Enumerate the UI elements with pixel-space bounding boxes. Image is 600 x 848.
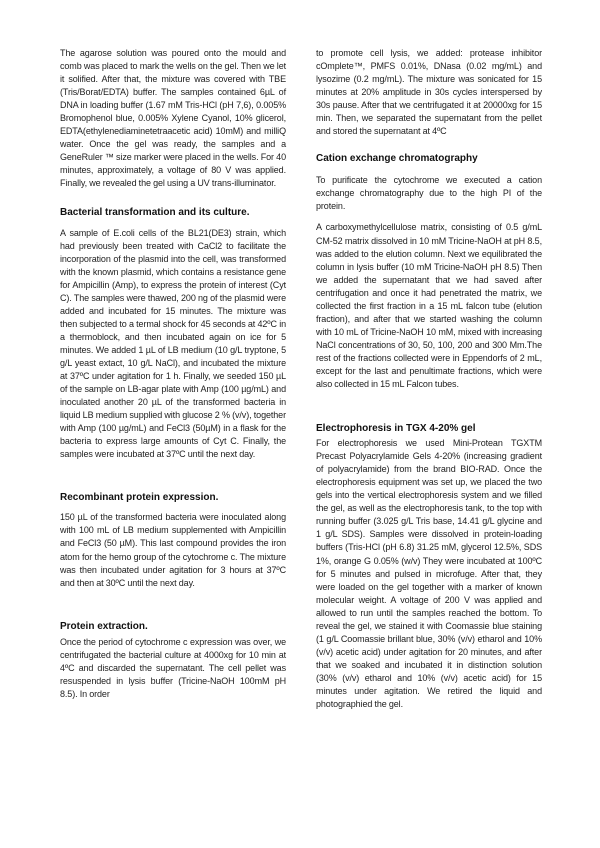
paragraph-protein-extraction: Once the period of cytochrome c expression was over, we centrifugated the bacterial culture at 4000xg for 10 min at 4ºC and discarded the supernatant. The cell pellet was resuspended in lysis buffer (Tricine-NaOH 100mM pH 8.5). In order — [60, 636, 286, 699]
paragraph-cell-lysis: to promote cell lysis, we added: protease inhibitor cOmplete™, PMFS 0.01%, DNasa (0.02 mg/mL) and lysozime (0.2 mg/mL). The mixture was sonicated for 15 minutes at 20% amplitude in 30s cycles interspersed by 30s pause. After that we centrifugated it at 20000xg for 15 min. Then, we separated the supernatant from the pellet and stored the supernatant at 4ºC — [316, 48, 542, 137]
paragraph-recombinant-expression: 150 µL of the transformed bacteria were inoculated along with 100 mL of LB medium supplemented with Ampicillin and FeCl3 (50 µM). This last compound provides the iron atom for the hemo group of the cytochrome c. The mixture was then incubated under agitation for 3 hours at 37ºC and then at 30ºC until the next day. — [60, 512, 286, 588]
paragraph-agarose-gel: The agarose solution was poured onto the mould and comb was placed to mark the wells on the gel. Then we let it solified. After that, the mixture was covered with TBE (Tris/Borat/EDTA) buffer. The samples contained 6µL of DNA in loading buffer (1.67 mM Tris-HCl (pH 7,6), 0.005% Bromophenol blue, 0.005% Xylene Cyanol, 10% glicerol, EDTA(ethylenediaminetetraacetic acid) 10mM) and milliQ water. Once the gel was ready, the samples and a GeneRuler ™ size marker were placed in the wells. For 40 minutes, approximately, a voltage of 80 V was applied. Finally, we revealed the gel using a UV trans-illuminator. — [60, 48, 286, 189]
paragraph-cation-method: A carboxymethylcellulose matrix, consisting of 0.5 g/mL CM-52 matrix dissolved in 10 mM Tricine-NaOH at pH 8.5, was added to the elution column. Next we equilibrated the column in lysis buffer (10 mM Tricine-NaOH pH 8.5) Then we added the supernatant that we had saved after centrifugation and once it had penetrated the matrix, we collected the first fraction in a 15 mL falcon tube (elution fraction), and after that we started washing the column with 10 mL of Tricine-NaOH 10 mM, mixed with increasing NaCl concentrations of 30, 50, 100, 200 and 300 Mm.The rest of the fractions collected were in Eppendorfs of 2 mL, except for the last and penultimate fractions, which were also collected in 15 mL Falcon tubes. — [316, 222, 542, 390]
heading-protein-extraction: Protein extraction. — [60, 620, 148, 632]
paragraph-bacterial-transformation: A sample of E.coli cells of the BL21(DE3) strain, which had previously been treated with CaCl2 to facilitate the incorporation of the plasmid into the cell, was transformed with the known plasmid, which contains a resistance gene for Ampicillin (Amp), to express the protein of interest (Cyt C). The samples were thawed, 200 ng of the plasmid were added and incubated for 15 minutes. The mixture was then subjected to a termal shock for 45 seconds at 42ºC in a thermoblock, and then incubated again on ice for 5 minutes. We added 1 µL of LB medium (10 g/L tryptone, 5 g/L yeast extact, 10 g/L NaCl), and incubated the mixture at 37ºC under agitation for 1 h. Finally, we seeded 150 µL of the sample on LB-agar plate with Amp (100 µg/mL) and inoculated another 20 µL of the transformed bacteria in liquid LB medium supplied with glucose 2 % (v/v), together with Amp (100 µg/mL) and FeCl3 (50µM) in a flask for the bacteria to express large amounts of Cyt C. Finally, the samples were incubated at 37ºC until the next day. — [60, 227, 286, 460]
heading-bacterial-transformation: Bacterial transformation and its culture. — [60, 206, 250, 218]
right-column — [316, 47, 542, 711]
left-column — [60, 47, 286, 701]
heading-electrophoresis: Electrophoresis in TGX 4-20% gel — [316, 423, 476, 435]
paragraph-cation-intro: To purificate the cytochrome we executed a cation exchange chromatography due to the high PI of the protein. — [316, 175, 542, 212]
heading-cation-exchange: Cation exchange chromatography — [316, 153, 478, 165]
heading-recombinant-expression: Recombinant protein expression. — [60, 492, 219, 504]
paragraph-electrophoresis: For electrophoresis we used Mini-Protean TGXTM Precast Polyacrylamide Gels 4-20% (increasing gradient of polyacrylamide) from the brand BIO-RAD. Once the electrophoresis equipment was set up, we placed the two gels into the vertical electrophoresis system and we filled the gel, as well as the electrophoresis tank, to the top with running buffer (3.025 g/L Tris base, 14.41 g/L glycine and 1 g/L SDS). Samples were dissolved in protein-loading buffers (Tris-HCl (pH 6.8) 31.25 mM, glycerol 12.5%, SDS 1%, orange G 0.05% (w/v) They were incubated at 100ºC for 5 minutes and pulsed in microfuge. After that, they were loaded on the gel together with a marker of known molecular weight. A voltage of 200 V was applied and allowed to run until the samples reached the bottom. To reveal the gel, we stained it with Coomassie blue staining (1 g/L Coomassie brillant blue, 30% (v/v) etharol and 10% (v/v) acetic acid) under agitation for 20 minutes, and after that we soaked and incubated it in distinction solution (30% (v/v) etharol and 10% (v/v) acetic acid) for 15 minutes under agitation. We retired the liquid and photographied the gel. — [316, 438, 542, 710]
